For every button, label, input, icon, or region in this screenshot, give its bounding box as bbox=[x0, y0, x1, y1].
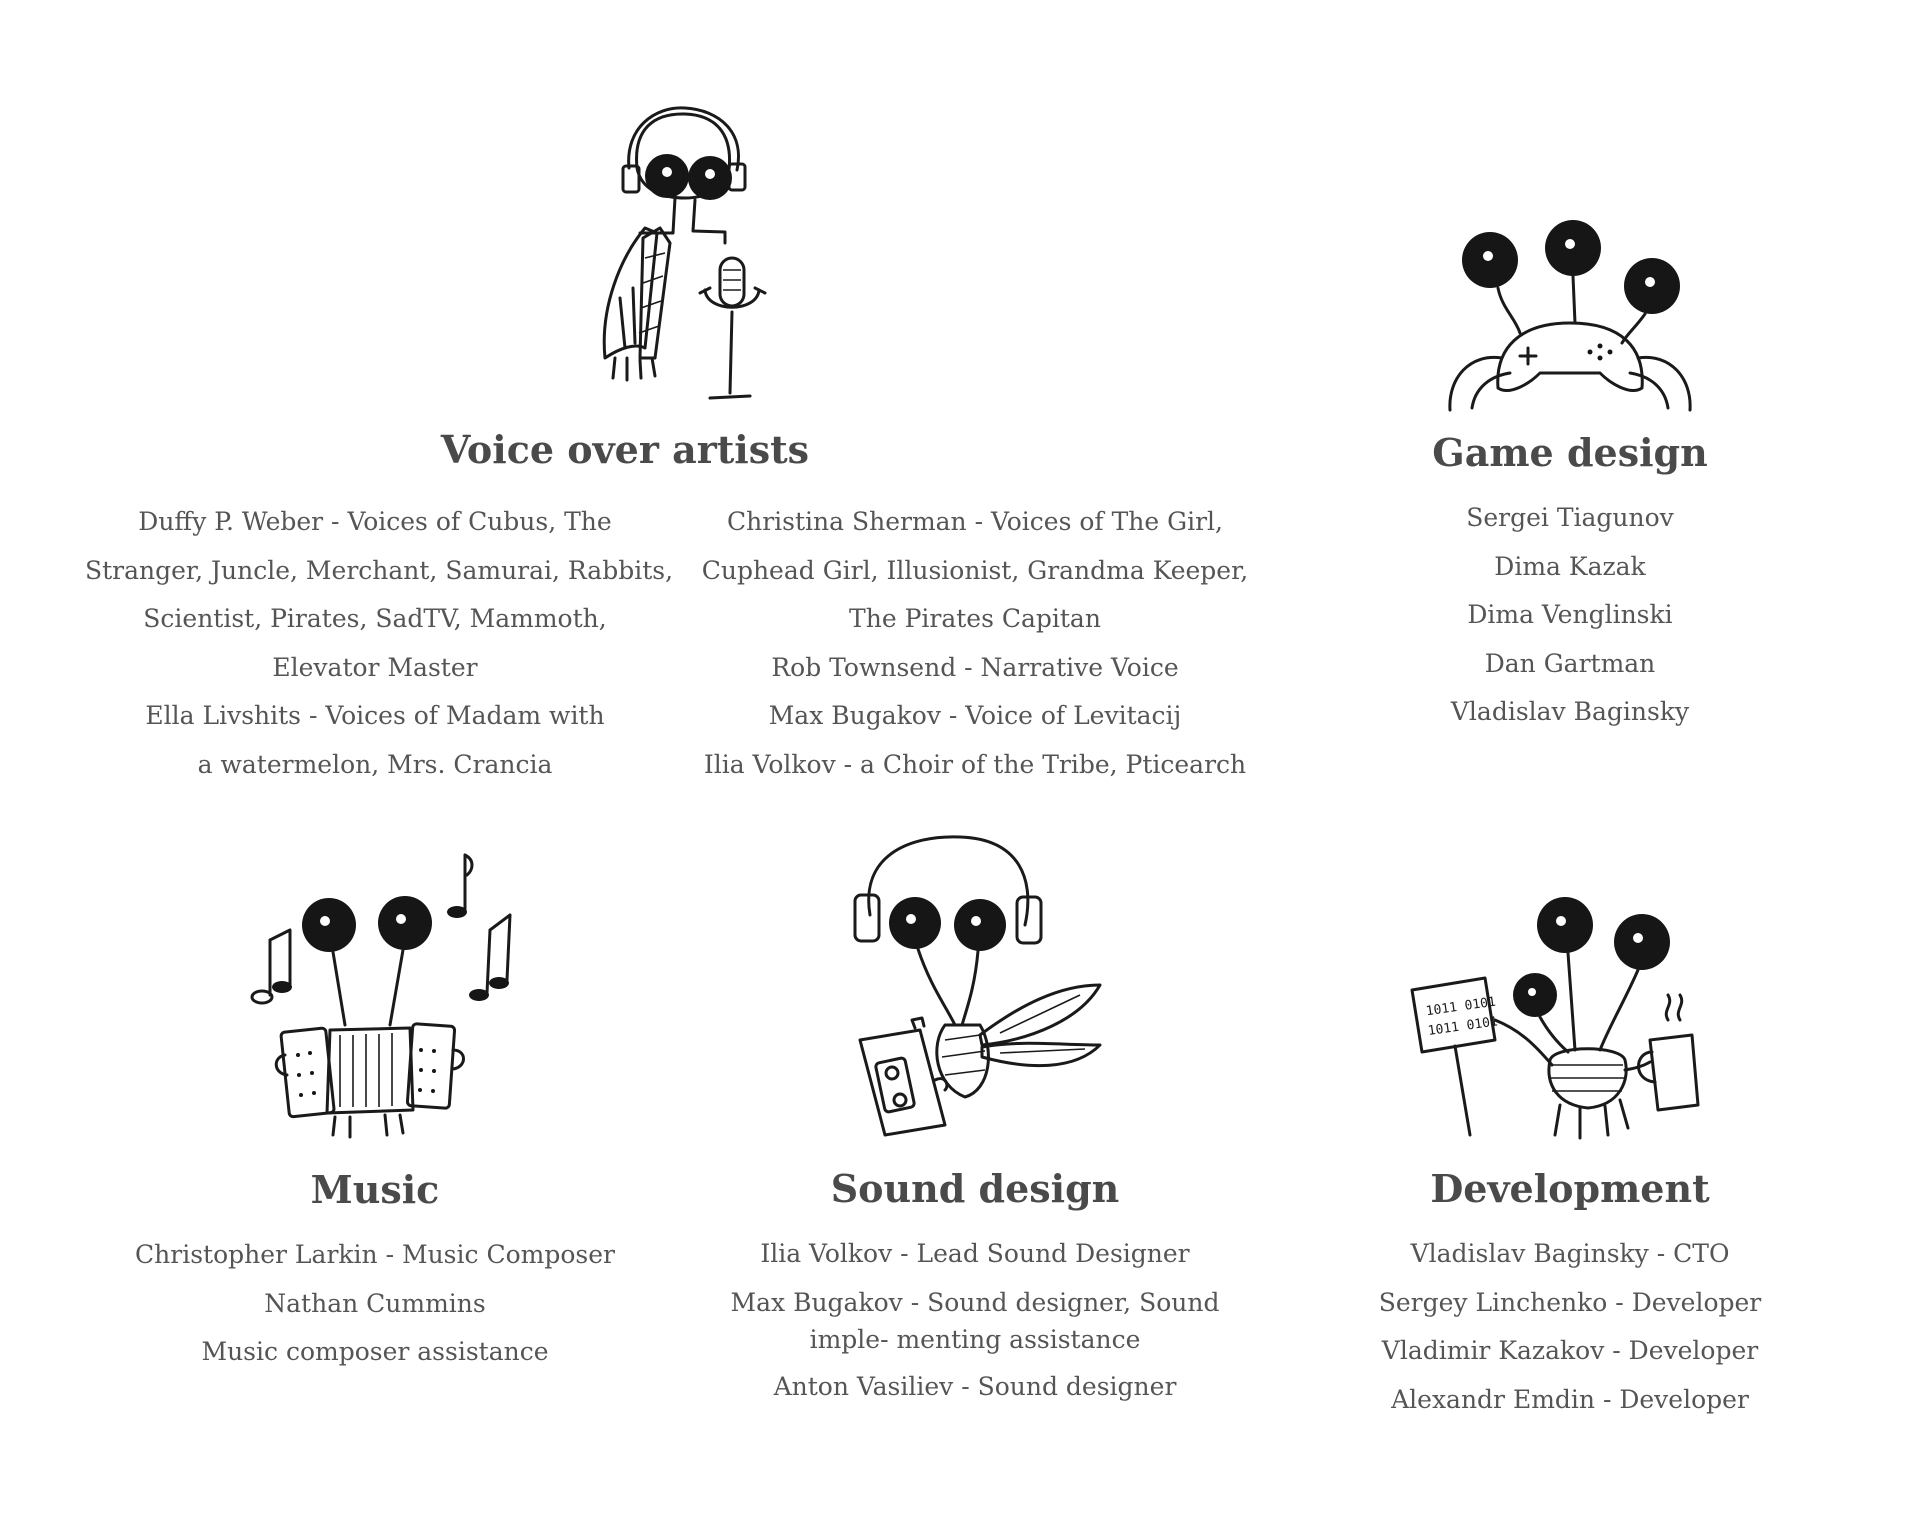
voice-over-artists-section bbox=[80, 425, 1260, 475]
voice-over-artists-col1 bbox=[85, 498, 674, 789]
credit-line: Nathan Cummins bbox=[264, 1288, 486, 1318]
game-design-section bbox=[1380, 428, 1760, 737]
section-title: Music bbox=[310, 1167, 440, 1212]
music-section bbox=[100, 1165, 650, 1377]
credit-line: Duffy P. Weber - Voices of Cubus, The bbox=[138, 507, 612, 536]
credit-line: Rob Townsend - Narrative Voice bbox=[771, 652, 1179, 682]
section-title: Voice over artists bbox=[440, 427, 810, 472]
voice-actor-microphone-illustration bbox=[585, 108, 785, 412]
credit-line: The Pirates Capitan bbox=[849, 604, 1101, 633]
section-title: Development bbox=[1430, 1166, 1710, 1211]
credit-line: Alexandr Emdin - Developer bbox=[1391, 1384, 1749, 1414]
gamepad-creature-illustration bbox=[1440, 218, 1700, 417]
credit-line: Dima Venglinski bbox=[1467, 600, 1673, 629]
credit-line: Ella Livshits - Voices of Madam with bbox=[145, 701, 605, 730]
credit-line: a watermelon, Mrs. Crancia bbox=[197, 749, 553, 779]
credit-line: Ilia Volkov - a Choir of the Tribe, Pticearch bbox=[703, 749, 1247, 779]
credit-line: Music composer assistance bbox=[201, 1337, 549, 1366]
development-section bbox=[1370, 1164, 1770, 1424]
credit-line: Scientist, Pirates, SadTV, Mammoth, bbox=[143, 604, 607, 633]
credit-line: Dima Kazak bbox=[1494, 551, 1646, 581]
sign-text-1: 1011 0101 bbox=[1424, 994, 1497, 1020]
credit-line: Vladislav Baginsky bbox=[1450, 697, 1690, 726]
section-title: Sound design bbox=[830, 1166, 1120, 1211]
headphones-cassette-illustration bbox=[850, 835, 1110, 1149]
credit-line: Sergei Tiagunov bbox=[1466, 503, 1674, 532]
credit-line: Christopher Larkin - Music Composer bbox=[135, 1240, 615, 1269]
credit-line: Elevator Master bbox=[272, 652, 478, 682]
credit-line: Vladimir Kazakov - Developer bbox=[1381, 1336, 1759, 1365]
sound-design-section bbox=[690, 1164, 1260, 1411]
voice-over-artists-col2 bbox=[685, 498, 1265, 789]
credit-line: Stranger, Juncle, Merchant, Samurai, Rabbits, bbox=[85, 555, 674, 585]
coffee-sign-creature-illustration bbox=[1410, 880, 1730, 1144]
credit-line: Christina Sherman - Voices of The Girl, bbox=[726, 507, 1224, 536]
credit-line: Cuphead Girl, Illusionist, Grandma Keeper, bbox=[701, 555, 1249, 585]
credit-line: Ilia Volkov - Lead Sound Designer bbox=[760, 1239, 1190, 1268]
credit-line: Anton Vasiliev - Sound designer bbox=[773, 1371, 1177, 1401]
credit-line: Max Bugakov - Voice of Levitacij bbox=[768, 701, 1182, 730]
credit-line: Dan Gartman bbox=[1484, 648, 1656, 678]
section-title: Game design bbox=[1432, 430, 1708, 475]
sign-text-2: 1011 0101 bbox=[1426, 1014, 1499, 1040]
credit-line: Max Bugakov - Sound designer, Sound imple- menting assistance bbox=[730, 1287, 1220, 1354]
credit-line: Sergey Linchenko - Developer bbox=[1378, 1287, 1762, 1317]
accordion-creature-illustration bbox=[235, 835, 525, 1149]
credit-line: Vladislav Baginsky - CTO bbox=[1410, 1239, 1730, 1268]
